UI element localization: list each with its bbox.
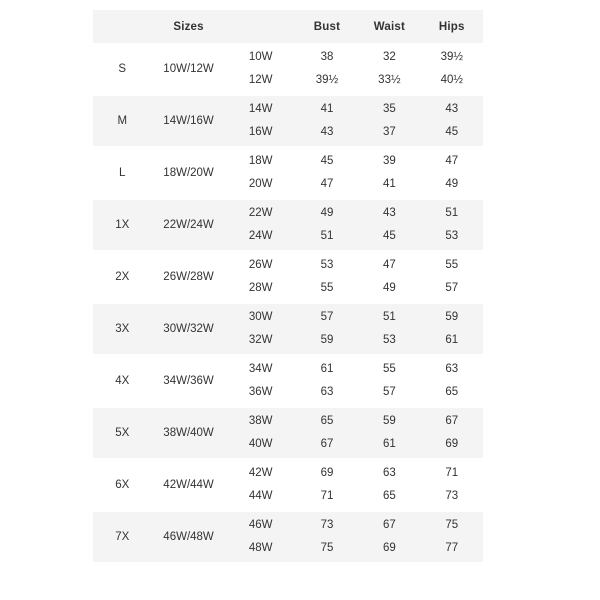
waist-value: 55 [382,363,396,375]
column-header-sizes: Sizes [173,20,204,33]
bust-value: 63 [320,386,334,398]
hips-value: 57 [445,282,459,294]
numeric-size-label: 20W [248,178,273,190]
hips-value: 49 [445,178,459,190]
hips-value: 73 [445,490,459,502]
bust-value: 39½ [315,74,339,86]
hips-value: 59 [445,311,459,323]
waist-value: 53 [382,334,396,346]
table-row [93,148,483,200]
table-row [93,96,483,148]
bust-value: 45 [320,155,334,167]
size-group-cell: 1X [115,219,130,231]
bust-value: 65 [320,415,334,427]
numeric-size-label: 46W [248,519,273,531]
numeric-size-cell [226,462,296,508]
hips-cell [421,98,483,144]
numeric-size-cell [226,410,296,456]
numeric-size-cell [226,202,296,248]
table-row [93,252,483,304]
hips-cell [421,150,483,196]
size-range-cell: 42W/44W [163,479,214,491]
hips-cell [421,254,483,300]
hips-value: 63 [445,363,459,375]
waist-value: 33½ [378,74,401,86]
bust-value: 71 [320,490,334,502]
hips-cell [421,306,483,352]
column-header-hips: Hips [438,20,465,33]
size-group-cell: 3X [115,323,130,335]
numeric-size-label: 48W [248,542,273,554]
waist-cell [358,254,420,300]
size-range-cell: 10W/12W [163,63,214,75]
size-range-cell: 14W/16W [163,115,214,127]
bust-cell [296,202,358,248]
bust-cell [296,46,358,92]
waist-cell [358,514,420,560]
waist-cell [358,306,420,352]
waist-value: 65 [382,490,396,502]
bust-value: 43 [320,126,334,138]
numeric-size-cell [226,254,296,300]
size-group-cell: S [118,63,127,75]
waist-value: 61 [382,438,396,450]
bust-cell [296,410,358,456]
waist-cell [358,410,420,456]
waist-value: 59 [382,415,396,427]
bust-cell [296,358,358,404]
size-group-cell: 2X [115,271,130,283]
numeric-size-label: 38W [248,415,273,427]
bust-value: 55 [320,282,334,294]
bust-value: 57 [320,311,334,323]
waist-value: 39 [382,155,396,167]
numeric-size-label: 12W [248,74,273,86]
waist-value: 45 [382,230,396,242]
waist-value: 35 [382,103,396,115]
numeric-size-label: 44W [248,490,273,502]
waist-value: 32 [382,51,396,63]
table-row [93,304,483,356]
hips-value: 40½ [440,74,463,86]
hips-cell [421,46,483,92]
bust-value: 69 [320,467,334,479]
waist-value: 67 [382,519,396,531]
hips-cell [421,202,483,248]
waist-value: 41 [382,178,396,190]
bust-value: 47 [320,178,334,190]
size-group-cell: 6X [115,479,130,491]
numeric-size-label: 10W [248,51,273,63]
size-range-cell: 18W/20W [163,167,214,179]
hips-value: 69 [445,438,459,450]
table-row [93,356,483,408]
waist-cell [358,358,420,404]
waist-value: 43 [382,207,396,219]
waist-value: 37 [382,126,396,138]
waist-cell [358,150,420,196]
numeric-size-cell [226,306,296,352]
waist-value: 47 [382,259,396,271]
size-range-cell: 22W/24W [163,219,214,231]
table-header-row [93,10,483,43]
waist-cell [358,202,420,248]
bust-cell [296,514,358,560]
numeric-size-label: 26W [248,259,273,271]
size-group-cell: 5X [115,427,130,439]
numeric-size-label: 14W [248,103,273,115]
waist-value: 49 [382,282,396,294]
hips-value: 75 [445,519,459,531]
numeric-size-label: 16W [248,126,273,138]
size-group-cell: 7X [115,531,130,543]
size-group-cell: 4X [115,375,130,387]
size-range-cell: 34W/36W [163,375,214,387]
table-row [93,200,483,252]
numeric-size-label: 24W [248,230,273,242]
hips-value: 65 [445,386,459,398]
size-group-cell: M [117,115,128,127]
size-range-cell: 46W/48W [163,531,214,543]
hips-value: 39½ [440,51,463,63]
hips-value: 51 [445,207,459,219]
size-chart-table [93,10,483,564]
numeric-size-label: 32W [248,334,273,346]
bust-value: 59 [320,334,334,346]
column-header-waist: Waist [373,20,405,33]
numeric-size-label: 30W [248,311,273,323]
numeric-size-label: 40W [248,438,273,450]
bust-value: 67 [320,438,334,450]
bust-value: 53 [320,259,334,271]
bust-cell [296,462,358,508]
waist-value: 51 [382,311,396,323]
numeric-size-label: 28W [248,282,273,294]
hips-value: 71 [445,467,459,479]
bust-value: 49 [320,207,334,219]
hips-cell [421,410,483,456]
numeric-size-cell [226,514,296,560]
size-range-cell: 30W/32W [163,323,214,335]
hips-cell [421,514,483,560]
bust-value: 61 [320,363,334,375]
numeric-size-label: 36W [248,386,273,398]
numeric-size-cell [226,358,296,404]
hips-value: 67 [445,415,459,427]
bust-value: 51 [320,230,334,242]
size-group-cell: L [119,167,126,179]
hips-cell [421,462,483,508]
waist-value: 57 [382,386,396,398]
numeric-size-label: 18W [248,155,273,167]
numeric-size-cell [226,46,296,92]
table-row [93,408,483,460]
table-row [93,44,483,96]
hips-value: 55 [445,259,459,271]
bust-cell [296,254,358,300]
waist-cell [358,46,420,92]
table-body [93,44,483,564]
column-header-bust: Bust [313,20,341,33]
waist-value: 63 [382,467,396,479]
bust-value: 73 [320,519,334,531]
numeric-size-label: 42W [248,467,273,479]
table-row [93,512,483,564]
hips-value: 77 [445,542,459,554]
hips-value: 45 [445,126,459,138]
numeric-size-label: 22W [248,207,273,219]
bust-cell [296,306,358,352]
hips-value: 61 [445,334,459,346]
waist-cell [358,462,420,508]
bust-value: 41 [320,103,334,115]
waist-value: 69 [382,542,396,554]
numeric-size-cell [226,98,296,144]
hips-value: 47 [445,155,459,167]
bust-value: 38 [320,51,334,63]
size-range-cell: 38W/40W [163,427,214,439]
numeric-size-cell [226,150,296,196]
numeric-size-label: 34W [248,363,273,375]
size-range-cell: 26W/28W [163,271,214,283]
hips-value: 43 [445,103,459,115]
hips-value: 53 [445,230,459,242]
bust-cell [296,98,358,144]
hips-cell [421,358,483,404]
bust-cell [296,150,358,196]
bust-value: 75 [320,542,334,554]
table-row [93,460,483,512]
waist-cell [358,98,420,144]
